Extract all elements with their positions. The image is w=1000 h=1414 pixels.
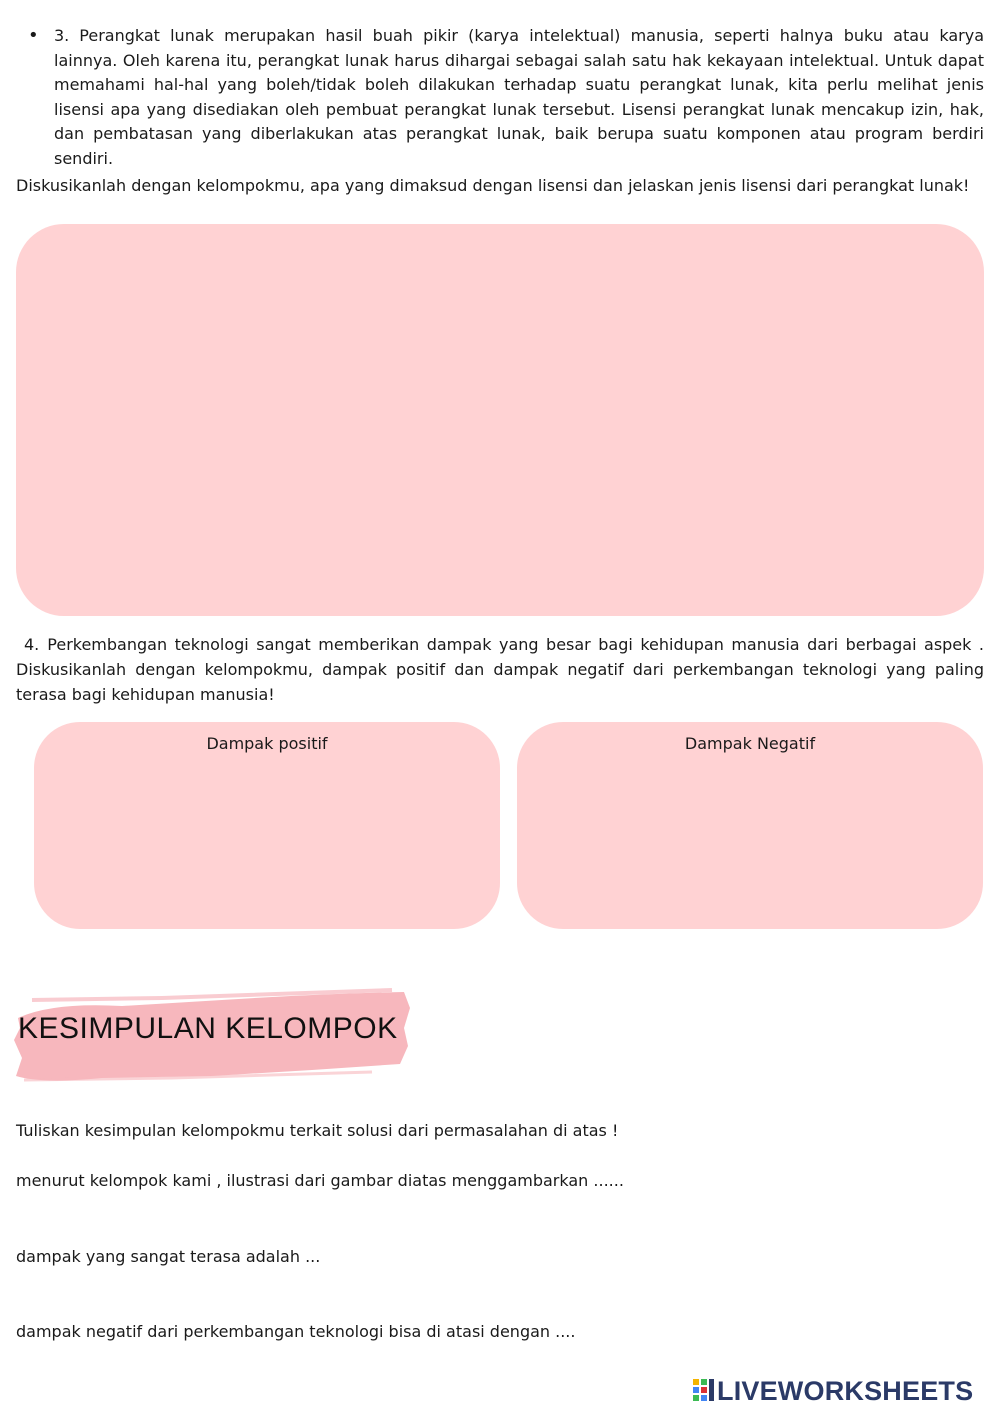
liveworksheets-brand <box>693 1375 973 1407</box>
question-3-prompt: Diskusikanlah dengan kelompokmu, apa yang dimaksud dengan lisensi dan jelaskan jenis lisensi dari perangkat lunak! <box>16 176 970 195</box>
answer-box-dampak-positif[interactable] <box>34 722 500 929</box>
brand-name: LIVEWORKSHEETS <box>717 1375 974 1406</box>
question-3-number: 3. <box>54 26 70 45</box>
answer-box-lisensi[interactable] <box>16 224 984 616</box>
answer-box-dampak-negatif[interactable] <box>517 722 983 929</box>
conclusion-title: KESIMPULAN KELOMPOK <box>18 1012 398 1045</box>
conclusion-line-3[interactable]: dampak negatif dari perkembangan teknologi bisa di atasi dengan .... <box>16 1322 576 1341</box>
question-4 <box>16 632 984 707</box>
conclusion-line-1[interactable]: menurut kelompok kami , ilustrasi dari gambar diatas menggambarkan ...... <box>16 1171 624 1190</box>
dampak-negatif-label: Dampak Negatif <box>684 734 816 753</box>
question-4-number: 4. <box>24 635 40 654</box>
question-3-text: Perangkat lunak merupakan hasil buah pikir (karya intelektual) manusia, seperti halnya buku atau karya lainnya. Oleh karena itu, perangkat lunak harus dihargai sebagai salah satu hak kekayaan intelektual. Untuk dapat memahami hal-hal yang boleh/tidak boleh dilakukan terhadap suatu perangkat lunak, kita perlu melihat jenis lisensi apa yang disediakan oleh pembuat perangkat lunak tersebut. Lisensi perangkat lunak mencakup izin, hak, dan pembatasan yang diberlakukan atas perangkat lunak, baik berupa suatu komponen atau program berdiri sendiri. <box>54 26 984 168</box>
bullet: • <box>28 25 39 46</box>
conclusion-line-2[interactable]: dampak yang sangat terasa adalah ... <box>16 1247 321 1266</box>
conclusion-instruction: Tuliskan kesimpulan kelompokmu terkait solusi dari permasalahan di atas ! <box>16 1121 619 1140</box>
question-3 <box>28 24 984 171</box>
liveworksheets-icon <box>693 1379 715 1403</box>
dampak-positif-label: Dampak positif <box>206 734 328 753</box>
question-4-text: Perkembangan teknologi sangat memberikan dampak yang besar bagi kehidupan manusia dari berbagai aspek . Diskusikanlah dengan kelompokmu, dampak positif dan dampak negatif dari perkembangan teknologi yang paling terasa bagi kehidupan manusia! <box>16 635 984 704</box>
